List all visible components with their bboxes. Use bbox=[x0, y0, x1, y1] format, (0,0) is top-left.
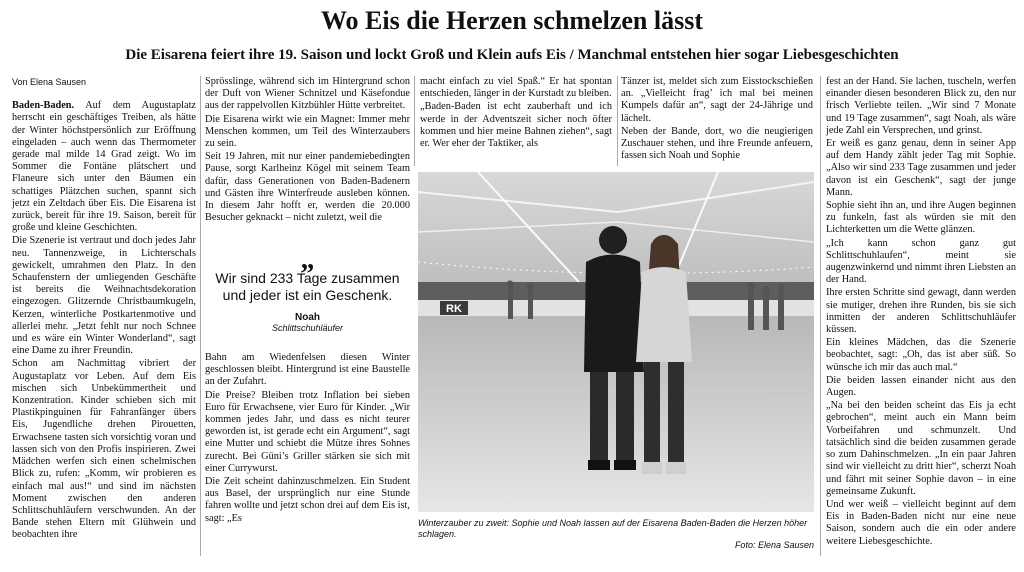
paragraph: Ihre ersten Schritte sind gewagt, dann werden sie mutiger, drehen ihre Runden, bis sie sich inmitten der anderen Schlittschuhläufer küssen. bbox=[826, 287, 1016, 336]
paragraph: Bahn am Wiedenfelsen diesen Winter geschlossen bleibt. Hintergrund ist eine Baustelle an der Zufahrt. bbox=[205, 352, 410, 388]
paragraph: Die Szenerie ist vertraut und doch jedes Jahr neu. Tannenzweige, in Lichterschals gewickelt, umrahmen den Platz. In den Schaufenstern der umliegenden Geschäfte ist bereits die Weihnachtsdekoration eingezogen. Glitzernde Christbaumkugeln, Kerzen, winterliche Postkartenmotive und allerlei mehr. „Jetzt fehlt nur noch Schnee und es wäre ein Winter Wonderland“, sagt eine Dame zu ihrer Freundin. bbox=[12, 235, 196, 357]
paragraph: Seit 19 Jahren, mit nur einer pandemiebedingten Pause, sorgt Karlheinz Kögel mit seinem Team dafür, dass Generationen von Baden-Badenern und Gästen ihre Winterfreude ausleben können. In diesem Jahr hofft er, werden die 20.000 Besucher geknackt – nicht zuletzt, weil die bbox=[205, 151, 410, 224]
rink-sign-text: RK bbox=[446, 303, 462, 315]
caption-text: Winterzauber zu zweit: Sophie und Noah lassen auf der Eisarena Baden-Baden die Herzen höher schlagen. bbox=[418, 518, 808, 539]
paragraph: fest an der Hand. Sie lachen, tuscheln, werfen einander diesen besonderen Blick zu, den nur frisch Verliebte teilen. „Wir sind 7 Monate und 19 Tage zusammen“, sagt Noah, als wäre jede Zahl ein Versprechen, und grinst. bbox=[826, 76, 1016, 136]
paragraph: Neben der Bande, dort, wo die neugierigen Zuschauer stehen, und ihre Freunde anfeuern, fassen sich Noah und Sophie bbox=[621, 125, 813, 162]
paragraph: Die Eisarena wirkt wie ein Magnet: Immer mehr Menschen kommen, um Teil des Winterzaubers zu sein. bbox=[205, 113, 410, 150]
pull-quote bbox=[205, 244, 410, 333]
paragraph: Sophie sieht ihn an, und ihre Augen beginnen zu funkeln, fast als würden sie mit den Lichterketten um die Wette glänzen. bbox=[826, 200, 1016, 236]
subheadline: Die Eisarena feiert ihre 19. Saison und lockt Groß und Klein aufs Eis / Manchmal entstehen hier sogar Liebesgeschichten bbox=[125, 47, 899, 63]
paragraph: Die beiden lassen einander nicht aus den Augen. bbox=[826, 374, 1016, 399]
article-column-2 bbox=[205, 76, 410, 225]
paragraph: macht einfach zu viel Spaß.“ Er hat spontan entschieden, länger in der Kurstadt zu bleiben. bbox=[420, 76, 612, 100]
column-rule bbox=[200, 76, 201, 556]
headline: Wo Eis die Herzen schmelzen lässt bbox=[320, 6, 703, 35]
photo-caption bbox=[418, 518, 814, 551]
article-column-5 bbox=[826, 76, 1016, 549]
quote-text: Wir sind 233 Tage zusammen und jeder ist ein Geschenk. bbox=[215, 270, 400, 303]
paragraph: Er weiß es ganz genau, denn in seiner App auf dem Handy zählt jeder Tag mit Sophie. „Also wir sind 233 Tage zusammen und jeder davon ist ein Geschenk“, sagt der junge Mann. bbox=[826, 138, 1016, 198]
article-column-1 bbox=[12, 76, 196, 543]
paragraph: Tänzer ist, meldet sich zum Eisstockschießen an. „Vielleicht frag’ ich mal bei meinen Kumpels dafür an“, sagt der 24-Jährige und lächelt. bbox=[621, 76, 813, 124]
article-column-2-continued bbox=[205, 352, 410, 526]
article-column-4 bbox=[621, 76, 813, 163]
paragraph: „Ich kann schon ganz gut Schlittschuhlaufen“, meint sie augenzwinkernd und nimmt ihren Liebsten an der Hand. bbox=[826, 237, 1016, 286]
column-rule bbox=[617, 76, 618, 166]
paragraph: „Baden-Baden ist echt zauberhaft und ich werde in der Adventszeit sicher noch öfter kommen und hier meine Bahnen ziehen“, sagt er. Wer eher der Taktiker, als bbox=[420, 101, 612, 150]
byline: Von Elena Sausen bbox=[12, 77, 87, 87]
paragraph: Die Preise? Bleiben trotz Inflation bei sieben Euro für Erwachsene, vier Euro für Kinder. „Wir kommen jedes Jahr, und dass es nicht teurer geworden ist, ist gerade echt ein Argument“, sagt eine Mutter und schiebt die Mütze ihres Sohnes zurecht. Bei Güni’s Griller stärken sie sich mit einer Currywurst. bbox=[205, 389, 410, 474]
article-column-3 bbox=[420, 76, 612, 151]
ice-rink-photo bbox=[418, 172, 814, 512]
column-rule bbox=[820, 76, 821, 556]
paragraph bbox=[12, 100, 196, 234]
quote-mark: „ bbox=[300, 244, 315, 275]
paragraph: „Na bei den beiden scheint das Eis ja echt gebrochen“, meint auch ein Mann beim Vorbeifahren und schmunzelt. Und tatsächlich sind die beiden zusammen gerade so zum Dahinschmelzen. „In ein paar Jahren sind wir vielleicht zu dritt hier“, scherzt Noah und fährt mit seiner Sophie davon – in eine gemeinsame Zukunft. bbox=[826, 400, 1016, 497]
dateline: Baden-Baden. bbox=[12, 100, 75, 112]
quote-author: Noah bbox=[295, 312, 320, 323]
paragraph: Sprösslinge, während sich im Hintergrund schon der Duft von Wiener Schnitzel und Käsefondue aus der rappelvollen Kitzbühler Hütte verbreitet. bbox=[205, 76, 410, 112]
paragraph: Die Zeit scheint dahinzuschmelzen. Ein Student aus Basel, der ursprünglich nur eine Stunde fahren wollte und jetzt schon drei auf dem Eis ist, sagt: „Es bbox=[205, 476, 410, 524]
quote-role: Schlittschuhläufer bbox=[271, 323, 344, 333]
paragraph: Und wer weiß – vielleicht beginnt auf dem Eis in Baden-Baden nicht nur eine neue Saison, sondern auch die ein oder andere weitere Liebesgeschichte. bbox=[826, 498, 1016, 547]
column-rule bbox=[414, 76, 415, 166]
photo-credit: Foto: Elena Sausen bbox=[734, 540, 814, 550]
paragraph: Schon am Nachmittag vibriert der Augustaplatz vor Leben. Auf dem Eis mischen sich Unbekümmertheit und Konzentration. Kinder schieben sich mit Plastikpinguinen für Fahranfänger übers Eis, Jugendliche drehen Pirouetten, Erwachsene tasten sich vorsichtig voran und lassen sich von den Profis inspirieren. Zwei Mädchen werfen sich einen schelmischen Blick zu, rufen: „Komm, wir probieren es einfach mal aus!“ und sind im nächsten Moment zwischen den anderen Schlittschuhläufern verschwunden. An der Bande stehen Eltern mit Glühwein und beobachten ihre bbox=[12, 358, 196, 541]
paragraph: Ein kleines Mädchen, das die Szenerie beobachtet, sagt: „Oh, das ist aber süß. So wünsche ich mir das auch mal.“ bbox=[826, 337, 1016, 373]
paragraph-text: Auf dem Augustaplatz herrscht ein geschäftiges Treiben, als hätte der Winter höchstpersönlich zur Eröffnung eingeladen – auch wenn das Thermometer gerade mal milde 14 Grad zeigt. Wo im Sommer die Fontäne plätschert und Flaneure sich unter den Bäumen ein schattiges Plätzchen suchen, spannt sich jetzt ein Zeltdach über Eis. Die Eisarena ist zurück, bereit für ihre 19. Saison, bereit für große und kleine Geschichten. bbox=[12, 100, 196, 234]
article-photo bbox=[418, 172, 814, 512]
